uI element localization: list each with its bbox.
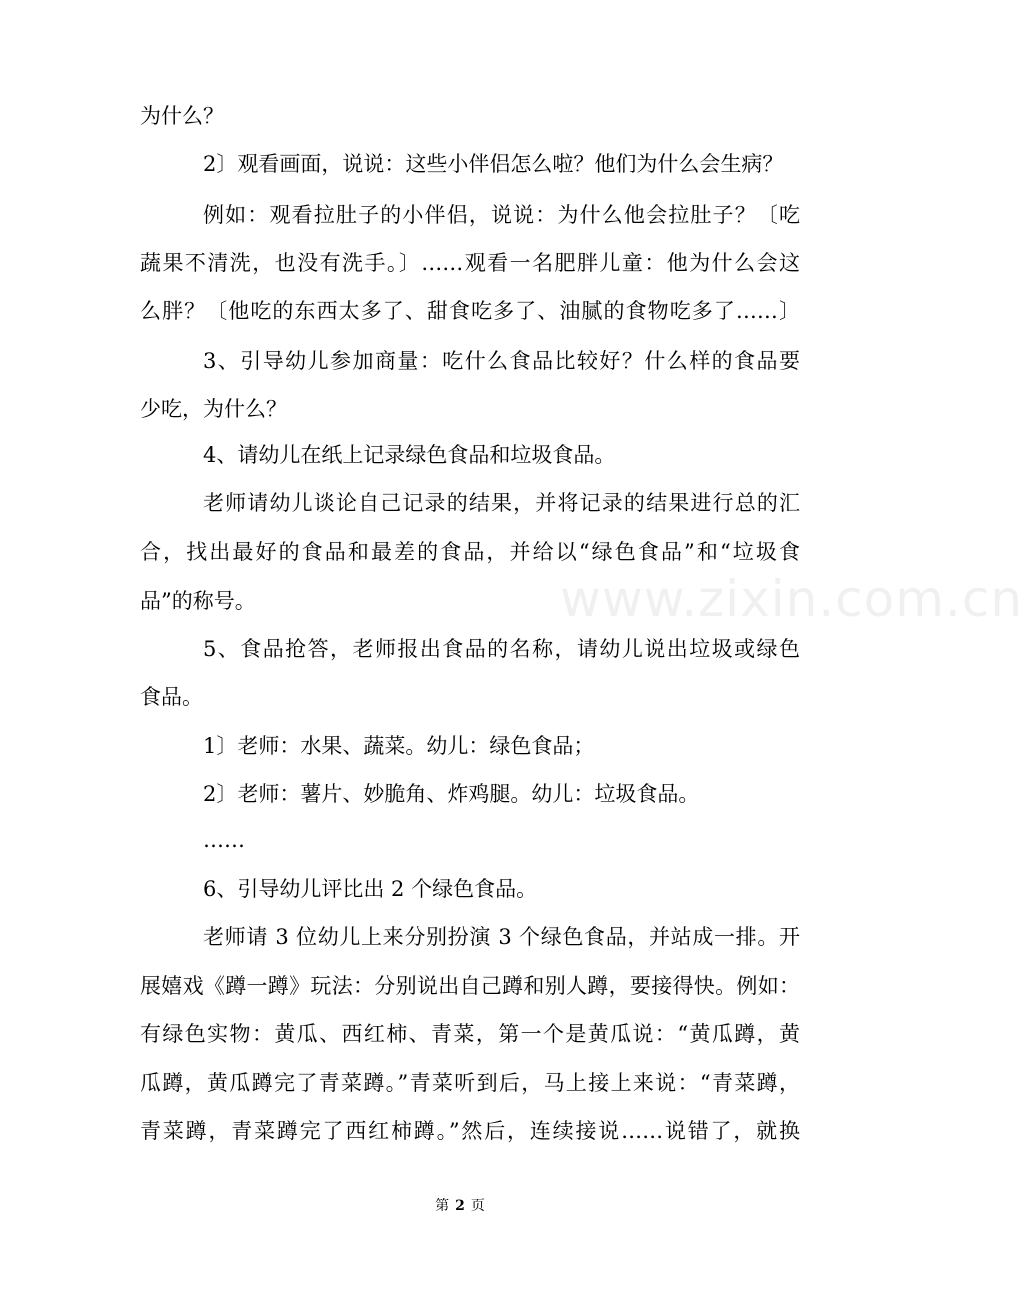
text-line: 品”的称号。 <box>140 589 256 613</box>
text-line: 展嬉戏《蹲一蹲》玩法：分别说出自己蹲和别人蹲，要接得快。例如： <box>140 974 800 998</box>
text-line: 青菜蹲，青菜蹲完了西红柿蹲。”然后，连续接说……说错了，就换 <box>140 1119 800 1143</box>
text-line: 例如：观看拉肚子的小伴侣，说说：为什么他会拉肚子？〔吃 <box>203 203 800 227</box>
text-line: 食品。 <box>140 685 203 709</box>
text-line: 么胖？〔他吃的东西太多了、甜食吃多了、油腻的食物吃多了……〕 <box>140 299 800 323</box>
text-line: 1〕老师：水果、蔬菜。幼儿：绿色食品； <box>203 734 595 758</box>
text-line: 为什么？ <box>140 104 224 128</box>
page-footer <box>0 1195 920 1215</box>
text-line: 有绿色实物：黄瓜、西红柿、青菜，第一个是黄瓜说：“黄瓜蹲，黄 <box>140 1022 800 1046</box>
text-line: 2〕老师：薯片、妙脆角、炸鸡腿。幼儿：垃圾食品。 <box>203 782 700 806</box>
text-line: 4、请幼儿在纸上记录绿色食品和垃圾食品。 <box>203 443 616 467</box>
text-line: 老师请 3 位幼儿上来分别扮演 3 个绿色食品，并站成一排。开 <box>203 925 800 949</box>
text-line: 少吃，为什么？ <box>140 397 287 421</box>
text-line: 6、引导幼儿评比出 2 个绿色食品。 <box>203 877 538 901</box>
footer-prefix: 第 <box>435 1198 450 1214</box>
text-line: 3、引导幼儿参加商量：吃什么食品比较好？什么样的食品要 <box>203 349 800 373</box>
footer-suffix: 页 <box>470 1198 485 1214</box>
text-line: 5、食品抢答，老师报出食品的名称，请幼儿说出垃圾或绿色 <box>203 637 800 661</box>
watermark: www.zixin.com.cn <box>560 570 1023 628</box>
text-line: 蔬果不清洗，也没有洗手。〕……观看一名肥胖儿童：他为什么会这 <box>140 251 800 275</box>
text-line: 老师请幼儿谈论自己记录的结果，并将记录的结果进行总的汇 <box>203 491 800 515</box>
text-line: …… <box>203 828 245 852</box>
page-number: 2 <box>455 1198 465 1214</box>
text-line: 合，找出最好的食品和最差的食品，并给以“绿色食品”和“垃圾食 <box>140 540 800 564</box>
text-line: 瓜蹲，黄瓜蹲完了青菜蹲。”青菜听到后，马上接上来说：“青菜蹲， <box>140 1071 800 1095</box>
text-line: 2〕观看画面，说说：这些小伴侣怎么啦？他们为什么会生病？ <box>203 152 784 176</box>
